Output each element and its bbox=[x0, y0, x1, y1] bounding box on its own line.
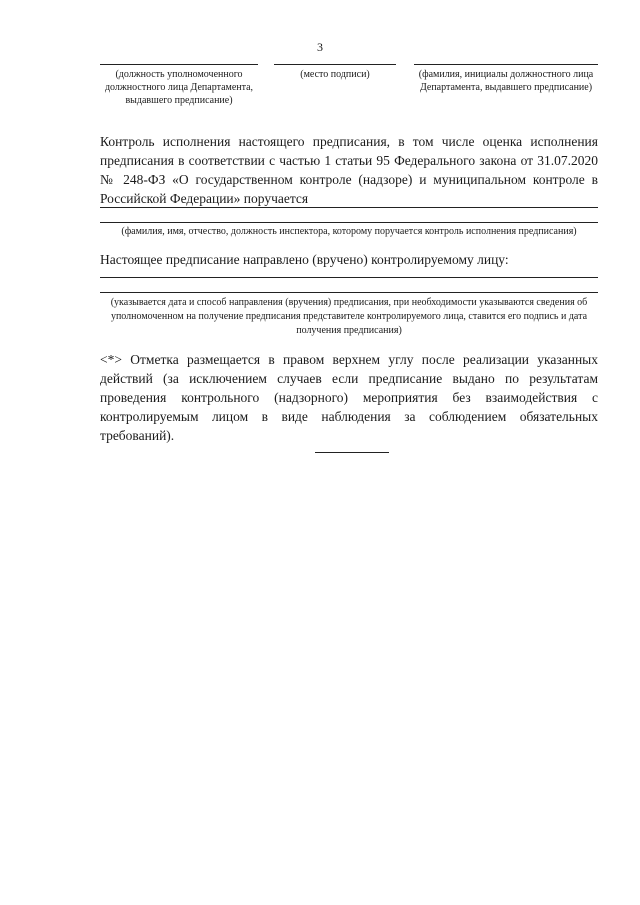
page-number: 3 bbox=[317, 40, 323, 54]
footnote: <*> Отметка размещается в правом верхнем углу после реализации указанных действий (за исключением случаев если предписание выдано по результатам проведения контрольного (надзорного) мероприятия без взаимодействия с контролируемым лицом в виде наблюдения за соблюдением обязательных требований). bbox=[100, 352, 598, 443]
signature-place-caption: (место подписи) bbox=[300, 69, 370, 80]
control-paragraph: Контроль исполнения настоящего предписания, в том числе оценка исполнения предписания в соответствии с частью 1 статьи 95 Федерального закона от 31.07.2020 № 248-ФЗ «О государственном контроле (надзоре) и муниципальном контроле в Российской Федерации» поручается bbox=[100, 134, 598, 206]
inspector-fill-line bbox=[100, 207, 598, 208]
official-position-field bbox=[100, 64, 258, 107]
official-name-field bbox=[414, 64, 598, 94]
signature-line bbox=[100, 64, 258, 65]
delivery-fill-line bbox=[100, 277, 598, 278]
delivery-fill-line bbox=[100, 292, 598, 293]
end-divider bbox=[315, 452, 389, 453]
signature-place-field bbox=[274, 64, 396, 81]
inspector-fill-line bbox=[100, 222, 598, 223]
official-position-caption: (должность уполномоченного должностного лица Департамента, выдавшего предписание) bbox=[104, 69, 254, 106]
sent-paragraph: Настоящее предписание направлено (вручено) контролируемому лицу: bbox=[100, 252, 509, 267]
signature-line bbox=[414, 64, 598, 65]
delivery-caption: (указывается дата и способ направления (вручения) предписания, при необходимости указываются сведения об уполномоченном на получение предписания представителе контролируемого лица, ставится его подпись и дата получения предписания) bbox=[110, 297, 588, 336]
signature-line bbox=[274, 64, 396, 65]
signature-block bbox=[96, 64, 598, 124]
official-name-caption: (фамилия, инициалы должностного лица Департамента, выдавшего предписание) bbox=[418, 69, 594, 93]
inspector-caption: (фамилия, имя, отчество, должность инспектора, которому поручается контроль исполнения предписания) bbox=[121, 226, 577, 237]
